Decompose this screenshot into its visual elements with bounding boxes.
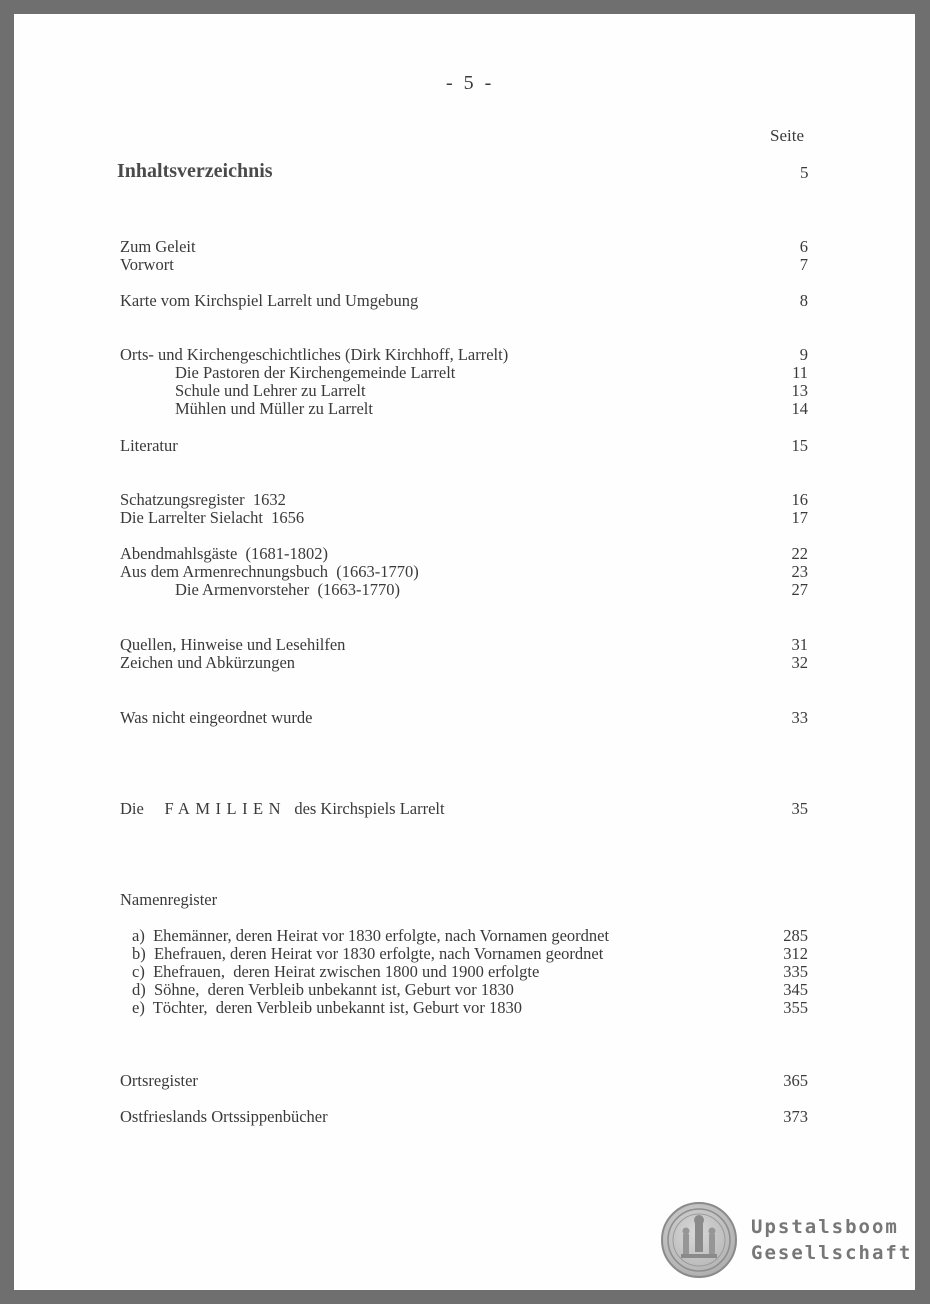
toc-entry — [14, 291, 915, 310]
namenregister-item-label: a) Ehemänner, deren Heirat vor 1830 erfolgte, nach Vornamen geordnet — [132, 926, 610, 945]
toc-entry-label: Die Pastoren der Kirchengemeinde Larrelt — [175, 363, 456, 382]
toc-entry-page: 16 — [791, 490, 808, 509]
familien-word: FAMILIEN — [164, 799, 287, 818]
toc-entry-label: Mühlen und Müller zu Larrelt — [175, 399, 373, 418]
toc-entry-page: 13 — [791, 381, 808, 400]
toc-entry-label: Die Armenvorsteher (1663-1770) — [175, 580, 400, 599]
toc-entry — [14, 399, 915, 418]
seal-graphic — [663, 1204, 735, 1276]
namenregister-heading — [14, 890, 915, 909]
familien-prefix: Die — [120, 799, 144, 818]
familien-label — [120, 799, 445, 818]
namenregister-item — [14, 962, 915, 981]
toc-entry-page: 23 — [791, 562, 808, 581]
ortsregister-page: 365 — [783, 1071, 808, 1090]
toc-entry-ortsregister — [14, 1071, 915, 1090]
namenregister-item — [14, 944, 915, 963]
ortssippenbuecher-page: 373 — [783, 1107, 808, 1126]
toc-title-page: 5 — [800, 163, 809, 182]
toc-entry-label: Orts- und Kirchengeschichtliches (Dirk Kirchhoff, Larrelt) — [120, 345, 509, 364]
namenregister-item-label: c) Ehefrauen, deren Heirat zwischen 1800 und 1900 erfolgte — [132, 962, 540, 981]
toc-entry-label: Quellen, Hinweise und Lesehilfen — [120, 635, 346, 654]
toc-entry-page: 7 — [799, 255, 808, 274]
ortssippenbuecher-label: Ostfrieslands Ortssippenbücher — [120, 1107, 328, 1126]
toc-entry-page: 31 — [791, 635, 808, 654]
toc-entry — [14, 508, 915, 527]
toc-entry-page: 17 — [791, 508, 808, 527]
namenregister-item — [14, 926, 915, 945]
toc-entry — [14, 562, 915, 581]
toc-entry — [14, 381, 915, 400]
toc-entry-label: Schule und Lehrer zu Larrelt — [175, 381, 366, 400]
namenregister-item-label: e) Töchter, deren Verbleib unbekannt ist, Geburt vor 1830 — [132, 998, 523, 1017]
toc-entry — [14, 544, 915, 563]
toc-entry-familien — [14, 799, 915, 818]
namenregister-item-page: 355 — [783, 998, 808, 1017]
toc-entry — [14, 237, 915, 256]
page-number: - 5 - — [446, 72, 495, 94]
toc-entry-label: Zum Geleit — [120, 237, 196, 256]
toc-entry — [14, 708, 915, 727]
toc-entry-page: 15 — [791, 436, 808, 455]
toc-entry — [14, 580, 915, 599]
namenregister-item-page: 312 — [783, 944, 808, 963]
namenregister-item-page: 285 — [783, 926, 808, 945]
toc-entry-label: Vorwort — [120, 255, 174, 274]
toc-entry-page: 11 — [792, 363, 808, 382]
toc-entry-label: Zeichen und Abkürzungen — [120, 653, 296, 672]
namenregister-item-label: d) Söhne, deren Verbleib unbekannt ist, Geburt vor 1830 — [132, 980, 514, 999]
namenregister-item-page: 345 — [783, 980, 808, 999]
namenregister-item-page: 335 — [783, 962, 808, 981]
toc-entry-page: 27 — [791, 580, 808, 599]
toc-entry-label: Aus dem Armenrechnungsbuch (1663-1770) — [120, 562, 419, 581]
toc-entry — [14, 490, 915, 509]
toc-entry-page: 9 — [799, 345, 808, 364]
toc-entry — [14, 436, 915, 455]
toc-entry — [14, 363, 915, 382]
toc-entry — [14, 635, 915, 654]
toc-entry — [14, 255, 915, 274]
toc-entry-page: 32 — [791, 653, 808, 672]
familien-suffix: des Kirchspiels Larrelt — [294, 799, 445, 818]
toc-entry-page: 33 — [791, 708, 808, 727]
brand-line-2: Gesellschaft — [751, 1242, 913, 1264]
toc-entry-page: 8 — [799, 291, 808, 310]
document-page — [14, 14, 915, 1290]
toc-entry-label: Die Larrelter Sielacht 1656 — [120, 508, 305, 527]
toc-entry-page: 14 — [791, 399, 808, 418]
toc-entry-page: 6 — [799, 237, 808, 256]
toc-entry-page: 22 — [791, 544, 808, 563]
brand-line-1: Upstalsboom — [751, 1216, 899, 1238]
toc-entry-page: 35 — [791, 799, 808, 818]
toc-entry-label: Was nicht eingeordnet wurde — [120, 708, 313, 727]
toc-entry-label: Literatur — [120, 436, 178, 455]
namenregister-heading-label: Namenregister — [120, 890, 218, 909]
seal-icon — [661, 1202, 737, 1278]
toc-entry-label: Schatzungsregister 1632 — [120, 490, 286, 509]
toc-entry-label: Abendmahlsgäste (1681-1802) — [120, 544, 329, 563]
ortsregister-label: Ortsregister — [120, 1071, 198, 1090]
seite-label: Seite — [770, 126, 804, 145]
toc-title: Inhaltsverzeichnis — [117, 160, 273, 182]
toc-entry — [14, 345, 915, 364]
toc-entry-ortssippenbuecher — [14, 1107, 915, 1126]
toc-entry-label: Karte vom Kirchspiel Larrelt und Umgebung — [120, 291, 419, 310]
namenregister-item — [14, 980, 915, 999]
namenregister-item-label: b) Ehefrauen, deren Heirat vor 1830 erfolgte, nach Vornamen geordnet — [132, 944, 604, 963]
namenregister-item — [14, 998, 915, 1017]
toc-entry — [14, 653, 915, 672]
